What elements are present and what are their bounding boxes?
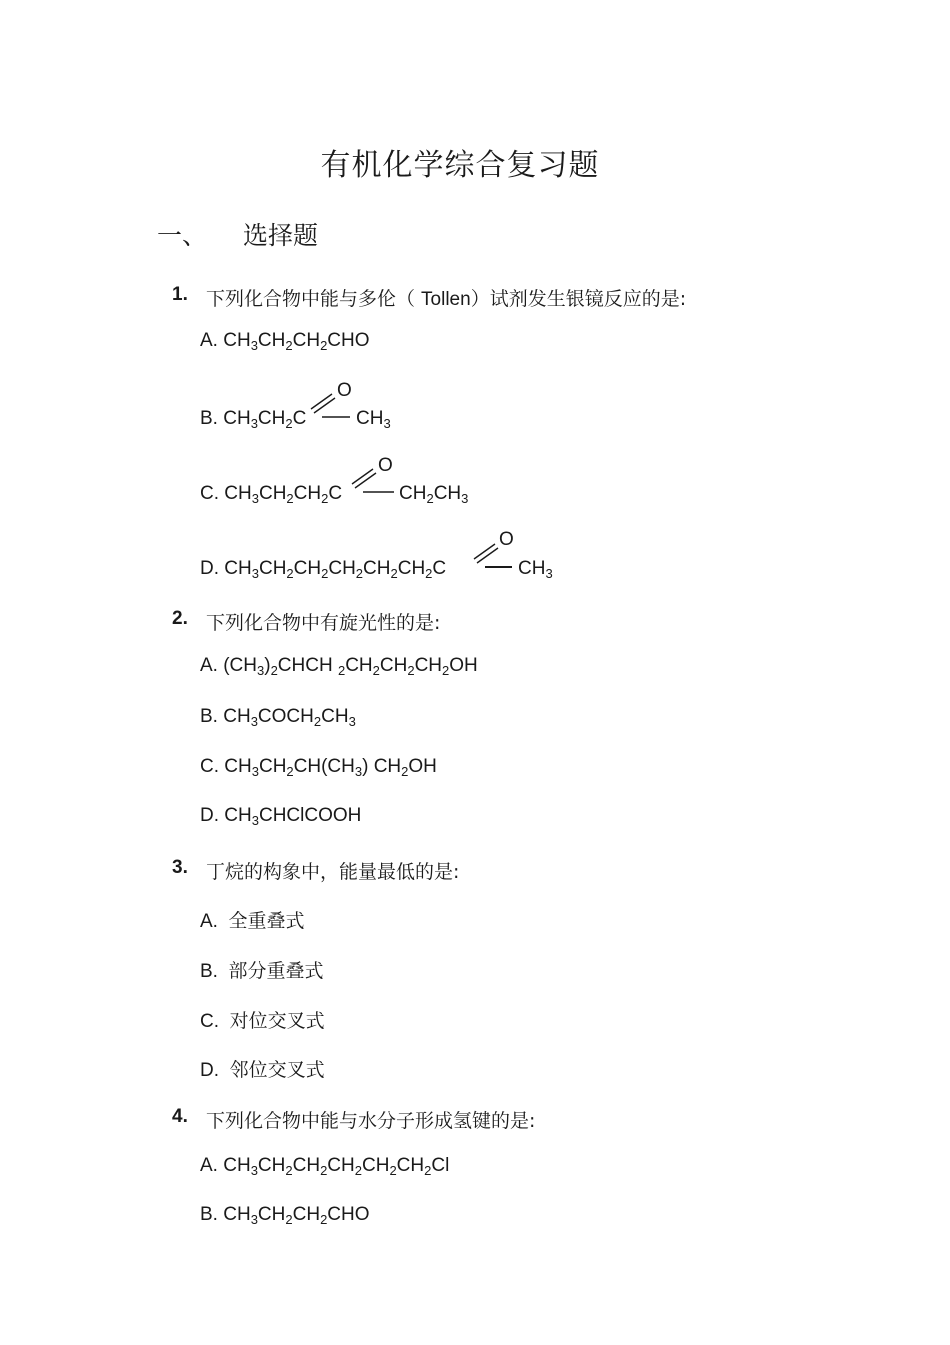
svg-text:C. CH3CH2CH2C: C. $CH_3CH_2CH_2C$ (200, 483, 343, 506)
question-3-option-a: A. 全重叠式 (200, 910, 305, 932)
question-3-option-d: D. 邻位交叉式 (200, 1059, 325, 1081)
svg-text:CH3: $CH_3$ (356, 408, 391, 431)
question-4-option-b: B. $CH_3CH_2CH_2CHO$ (200, 1204, 370, 1227)
question-4-number: 4. (172, 1106, 188, 1127)
svg-text:CH2CH3: $CH_2CH_3$ (399, 483, 469, 506)
question-1-number: 1. (172, 284, 188, 305)
svg-text:CH3: $CH_3$ (518, 558, 553, 581)
question-2-option-a: A. $(CH_3)_2CHCH$ $_2CH_2CH_2CH_2OH$ (200, 655, 478, 678)
question-4-option-a: A. $CH_3CH_2CH_2CH_2CH_2CH_2Cl$ (200, 1155, 450, 1178)
svg-text:O: O (499, 529, 514, 550)
question-2-number: 2. (172, 608, 188, 629)
question-1-text: 下列化合物中能与多伦（ Tollen）试剂发生银镜反应的是: (206, 288, 687, 310)
question-4-text: 下列化合物中能与水分子形成氢键的是: (206, 1110, 536, 1132)
question-3-option-c: C. 对位交叉式 (200, 1010, 325, 1032)
question-3-option-b: B. 部分重叠式 (200, 960, 324, 982)
page-title: 有机化学综合复习题 (320, 148, 600, 183)
question-2-option-c: C. $CH_3CH_2CH(CH_3)$ $CH_2OH$ (200, 756, 437, 779)
svg-text:O: O (378, 455, 393, 476)
question-2-option-b: B. $CH_3COCH_2CH_3$ (200, 706, 356, 729)
section-number: 一、 (157, 221, 208, 250)
svg-text:O: O (337, 380, 352, 401)
svg-text:B. CH3CH2C: B. $CH_3CH_2C$ (200, 408, 307, 431)
question-3-text: 丁烷的构象中，能量最低的是: (206, 861, 460, 883)
section-label: 选择题 (243, 221, 319, 250)
question-3-number: 3. (172, 857, 188, 878)
svg-text:D. CH3CH2CH2CH2CH2CH2C: D. $CH_3CH_2CH_2CH_2CH_2CH_2C$ (200, 558, 447, 581)
question-2-option-d: D. $CH_3CHClCOOH$ (200, 805, 362, 828)
question-2-text: 下列化合物中有旋光性的是: (206, 612, 441, 634)
question-1-option-a: A. $CH_3CH_2CH_2CHO$ (200, 330, 370, 353)
